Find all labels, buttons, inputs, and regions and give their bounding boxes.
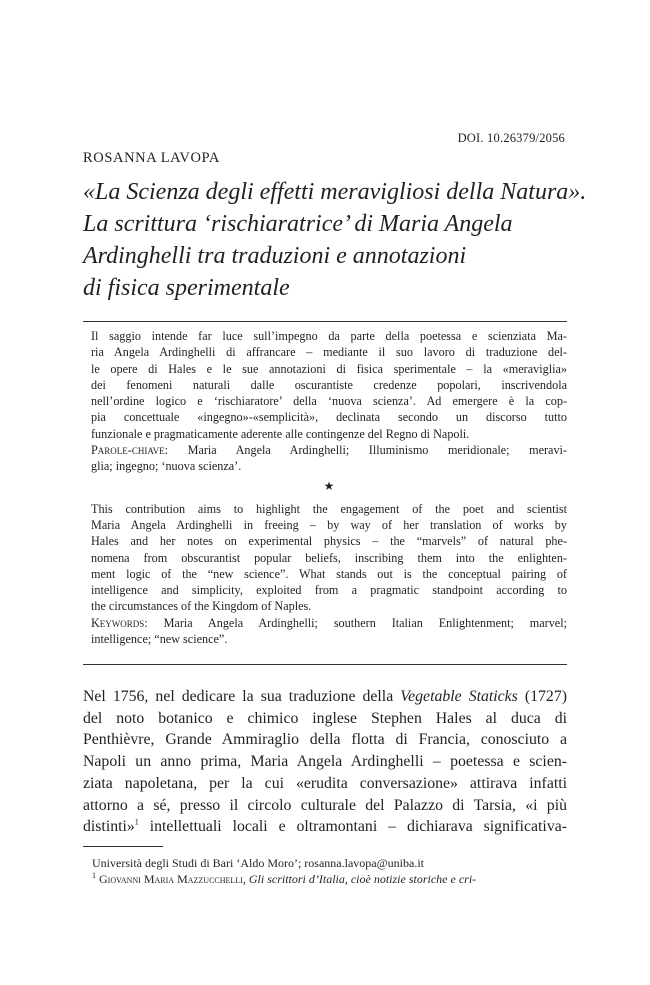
body-line [83, 686, 567, 708]
keywords-italian [91, 442, 567, 458]
article-title [83, 176, 587, 304]
book-title: Vegetable Staticks [400, 688, 518, 705]
abstract-english [91, 501, 567, 648]
abstract-line: nell’ordine logico e ‘rischiaratore’ della ‘nuova scienza’. Ad emergere è la cop- [91, 394, 567, 409]
abstract-line: le opere di Hales e le sue annotazioni di fisica sperimentale – la «meraviglia» [91, 361, 567, 376]
footnote-divider [83, 846, 163, 847]
footnote-number: 1 [92, 871, 96, 880]
doi-label: DOI. 10.26379/2056 [457, 131, 565, 145]
footnote-author: Giovanni Maria Mazzucchelli [99, 872, 243, 886]
footnote-1 [92, 871, 567, 887]
body-text-segment: Nel 1756, nel dedicare la sua traduzione della [83, 688, 401, 705]
keywords-english [91, 615, 567, 631]
footnote-separator: , [242, 872, 249, 886]
title-line: «La Scienza degli effetti meravigliosi della Natura». [83, 179, 587, 205]
footnotes [92, 855, 567, 887]
body-line: del noto botanico e chimico inglese Stephen Hales al duca di [83, 709, 567, 727]
keywords-label: Keywords: [91, 615, 148, 630]
abstract-line: ria Angela Ardinghelli di affrancare – mediante il suo lavoro di traduzione del- [91, 345, 567, 360]
abstract-line: Maria Angela Ardinghelli in freeing – by way of her translation of works by [91, 517, 567, 532]
body-text-segment: distinti» [83, 818, 135, 836]
title-line: di fisica sperimentale [83, 275, 290, 301]
abstract-box [83, 321, 567, 665]
abstract-italian [91, 328, 567, 475]
star-separator: ★ [323, 478, 335, 493]
abstract-line: pia concettuale «ingegno»-«semplicità», declinata secondo un discorso tutto [91, 410, 567, 425]
author-affiliation: Università degli Studi di Bari ‘Aldo Moro’; rosanna.lavopa@uniba.it [92, 856, 424, 870]
abstract-line: dei fenomeni naturali dalle oscurantiste credenze popolari, inscrivendola [91, 377, 567, 392]
abstract-line: Hales and her notes on experimental physics – the “marvels” of natural phe- [91, 534, 567, 549]
body-paragraph [83, 686, 567, 838]
abstract-line: the circumstances of the Kingdom of Naples. [91, 599, 312, 614]
author-name: ROSANNA LAVOPA [83, 150, 220, 166]
body-text-segment: (1727) [517, 688, 567, 705]
body-line: ziata napoletana, per la cui «erudita conversazione» attirava infatti [83, 774, 567, 792]
keywords-label: Parole-chiave: [91, 443, 169, 458]
body-line: Napoli un anno prima, Maria Angela Ardinghelli – poetessa e scien- [83, 753, 567, 771]
abstract-line: nomena from obscurantist popular beliefs, inscribing them into the enlighten- [91, 550, 567, 565]
abstract-line: intelligence and simplicity, exploited from a pragmatic standpoint according to [91, 583, 567, 598]
body-line [83, 816, 567, 838]
body-text-segment: intellettuali locali e oltramontani – dichiarava significativa- [138, 818, 567, 836]
footnote-ref[interactable]: 1 [134, 817, 139, 827]
keywords-text: Maria Angela Ardinghelli; southern Italian Enlightenment; marvel; [147, 615, 567, 630]
body-line: Penthièvre, Grande Ammiraglio della flotta di Francia, conosciuto a [83, 731, 567, 749]
keywords-line: glia; ingegno; ‘nuova scienza’. [91, 459, 242, 474]
keywords-line: intelligence; “new science”. [91, 632, 228, 647]
footnote-book-title: Gli scrittori d’Italia, cioè notizie storiche e cri- [248, 872, 477, 886]
keywords-text: Maria Angela Ardinghelli; Illuminismo meridionale; meravi- [168, 443, 567, 458]
title-line: La scrittura ‘rischiaratrice’ di Maria Angela [83, 211, 513, 237]
abstract-line: This contribution aims to highlight the engagement of the poet and scientist [91, 501, 567, 516]
body-line: attorno a sé, presso il circolo culturale del Palazzo di Tarsia, «i più [83, 796, 567, 814]
abstract-line: Il saggio intende far luce sull’impegno da parte della poetessa e scienziata Ma- [91, 329, 567, 343]
title-line: Ardinghelli tra traduzioni e annotazioni [83, 243, 467, 269]
abstract-line: funzionale e pragmaticamente aderente alle contingenze del Regno di Napoli. [91, 426, 470, 441]
abstract-line: ment logic of the “new science”. What stands out is the conceptual pairing of [91, 566, 567, 581]
